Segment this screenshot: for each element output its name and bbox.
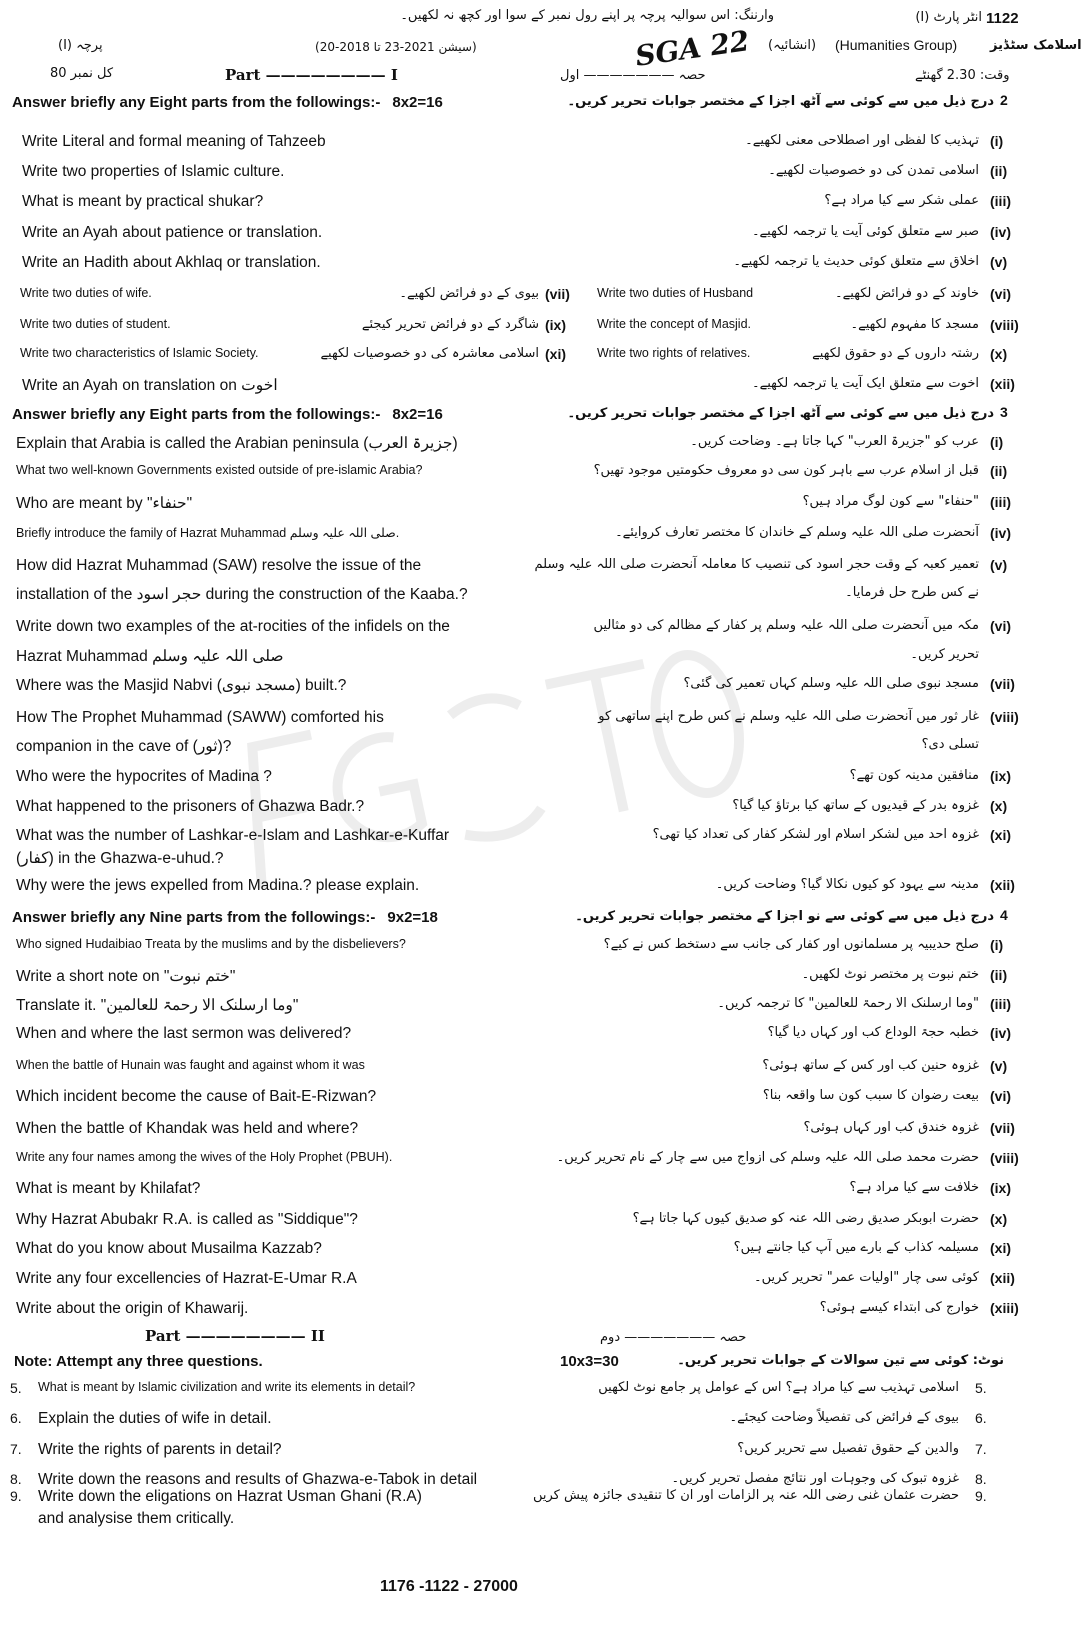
question-number: 3 (1000, 404, 1008, 420)
question-item-urdu: رشتہ داروں کے دو حقوق لکھیے (812, 346, 979, 361)
question-item-text: Write two characteristics of Islamic Society. (20, 346, 259, 360)
question-item-urdu: خوارج کی ابتداء کیسے ہوئی؟ (819, 1300, 979, 1315)
question-item-number: (ii) (990, 463, 1008, 479)
question-item-text: companion in the cave of (ثور)? (16, 738, 232, 755)
question-item-text: Translate it. "وما ارسلنک الا رحمۃ للعالمین" (16, 997, 299, 1014)
question-item-text: Briefly introduce the family of Hazrat Muhammad صلی اللہ علیہ وسلم. (16, 526, 400, 540)
question-item-text: (کفار) in the Ghazwa-e-uhud.? (16, 850, 224, 867)
question-heading-urdu: درج ذیل میں سے کوئی سے آٹھ اجزا کے مختصر جوابات تحریر کریں۔ (567, 406, 994, 421)
question-item-number: (ii) (990, 967, 1008, 983)
long-question-number: 5. (10, 1380, 22, 1396)
question-item-number: (iv) (990, 525, 1011, 541)
question-item-number: (x) (990, 1211, 1008, 1227)
question-item-urdu: مسیلمہ کذاب کے بارے میں آپ کیا جانتے ہیں؟ (733, 1240, 979, 1255)
question-item-number: (xii) (990, 376, 1015, 392)
question-marks: 8x2=16 (392, 94, 443, 111)
question-item-text: What happened to the prisoners of Ghazwa Badr.? (16, 798, 365, 815)
question-item-text: Why Hazrat Abubakr R.A. is called as "Siddique"? (16, 1211, 358, 1228)
question-item-number: (ix) (990, 768, 1011, 784)
long-question-text: What is meant by Islamic civilization and write its elements in detail? (38, 1380, 416, 1394)
question-item-urdu: قبل از اسلام عرب سے باہر کون سی دو معروف حکومتیں موجود تھیں؟ (593, 463, 979, 478)
question-item-urdu: اخلاق سے متعلق کوئی حدیث یا ترجمہ لکھیے۔ (733, 254, 979, 269)
long-question-text: Write down the reasons and results of Ghazwa-e-Tabok in detail (38, 1471, 478, 1488)
question-item-urdu: غزوہ بدر کے قیدیوں کے ساتھ کیا برتاؤ کیا گیا؟ (732, 798, 979, 813)
question-item-number: (xi) (990, 827, 1011, 843)
footer-code: 1176 -1122 - 27000 (380, 1578, 518, 1595)
question-item-number: (vii) (545, 286, 570, 302)
question-item-number: (iii) (990, 193, 1011, 209)
long-question-urdu: بیوی کے فرائض کی تفصیلاً وضاحت کیجئے۔ (729, 1410, 959, 1425)
question-item-number: (vii) (990, 1120, 1015, 1136)
question-item-number: (iii) (990, 996, 1011, 1012)
question-item-number: (viii) (990, 317, 1019, 333)
question-item-number: (x) (990, 346, 1008, 362)
part-one-label: Part ———————— I (225, 66, 398, 84)
question-item-urdu: خاوند کے دو فرائض لکھیے۔ (835, 286, 979, 301)
question-item-text: Who are meant by "حنفاء" (16, 495, 193, 512)
question-heading: Answer briefly any Eight parts from the followings:- (12, 94, 381, 111)
question-item-number: (xiii) (990, 1300, 1019, 1316)
question-item-text: Write two duties of student. (20, 317, 171, 331)
long-question-number: 6. (975, 1410, 987, 1426)
question-item-urdu: "وما ارسلنک الا رحمۃ للعالمین" کا ترجمہ کریں۔ (717, 996, 979, 1011)
question-item-urdu: عرب کو "جزیرۃ العرب" کہا جاتا ہے۔ وضاحت کریں۔ (690, 434, 979, 449)
question-item-number: (xii) (990, 1270, 1015, 1286)
question-item-urdu: مکہ میں آنحضرت صلی اللہ علیہ وسلم پر کفار کے مظالم کی دو مثالیں (593, 618, 979, 633)
handwritten-stamp: SGA 22 (633, 24, 752, 73)
long-question-text: Write down the eligations on Hazrat Usman Ghani (R.A) (38, 1488, 422, 1505)
question-item-urdu: عملی شکر سے کیا مراد ہے؟ (824, 193, 979, 208)
note-urdu: نوٹ: کوئی سے تین سوالات کے جوابات تحریر کریں۔ (677, 1353, 1004, 1368)
question-item-urdu: منافقین مدینہ کون تھے؟ (849, 768, 979, 783)
question-item-text: What was the number of Lashkar-e-Islam and Lashkar-e-Kuffar (16, 827, 450, 844)
time-label: وقت: 2.30 گھنٹے (915, 68, 1010, 83)
question-item-number: (ix) (990, 1180, 1011, 1196)
subject-title: اسلامک سٹڈیز (990, 38, 1082, 53)
long-question-number: 8. (975, 1471, 987, 1487)
question-heading-row (12, 909, 438, 926)
question-heading-urdu: درج ذیل میں سے کوئی سے نو اجزا کے مختصر جوابات تحریر کریں۔ (575, 909, 994, 924)
question-item-number: (ii) (990, 163, 1008, 179)
group-label: (Humanities Group) (835, 37, 958, 53)
question-item-urdu: "حنفاء" سے کون لوگ مراد ہیں؟ (802, 494, 979, 509)
question-item-urdu: غزوہ احد میں لشکر اسلام اور لشکر کفار کی تعداد کیا تھی؟ (652, 827, 979, 842)
note-text: Note: Attempt any three questions. (14, 1353, 263, 1370)
question-item-number: (i) (990, 434, 1004, 450)
question-item-urdu: آنحضرت صلی اللہ علیہ وسلم کے خاندان کا مختصر تعارف کروایئے۔ (615, 525, 979, 540)
question-item-urdu: صبر سے متعلق کوئی آیت یا ترجمہ لکھیے۔ (751, 224, 979, 239)
question-item-text: Write the concept of Masjid. (597, 317, 752, 331)
question-marks: 9x2=18 (387, 909, 438, 926)
question-item-urdu: تحریر کریں۔ (910, 647, 979, 662)
question-item-number: (iii) (990, 494, 1011, 510)
long-question-number: 9. (10, 1488, 22, 1504)
question-item-urdu: غزوہ حنین کب اور کس کے ساتھ ہوئی؟ (762, 1058, 979, 1073)
question-item-text: What is meant by Khilafat? (16, 1180, 201, 1197)
long-question-text: and analysise them critically. (38, 1510, 235, 1527)
question-item-number: (vi) (990, 1088, 1011, 1104)
question-item-text: What do you know about Musailma Kazzab? (16, 1240, 322, 1257)
question-item-number: (xi) (990, 1240, 1011, 1256)
question-item-urdu: اسلامی تمدن کی دو خصوصیات لکھیے۔ (768, 163, 979, 178)
question-heading-urdu: درج ذیل میں سے کوئی سے آٹھ اجزا کے مختصر جوابات تحریر کریں۔ (567, 94, 994, 109)
long-question-urdu: غزوہ تبوک کی وجوہات اور نتائج مفصل تحریر کریں۔ (671, 1471, 959, 1486)
session-label: (سیشن 2021-23 تا 2018-20) (315, 40, 477, 54)
question-item-number: (i) (990, 937, 1004, 953)
question-item-number: (v) (990, 254, 1008, 270)
question-item-text: How The Prophet Muhammad (SAWW) comforted his (16, 709, 384, 726)
question-item-text: Write an Ayah about patience or translation. (22, 224, 323, 241)
question-item-urdu: حضرت ابوبکر صدیق رضی اللہ عنہ کو صدیق کیوں کہا جاتا ہے؟ (632, 1211, 979, 1226)
long-question-text: Explain the duties of wife in detail. (38, 1410, 272, 1427)
question-item-number: (ix) (545, 317, 566, 333)
question-item-text: Why were the jews expelled from Madina.? please explain. (16, 877, 420, 894)
question-item-number: (v) (990, 557, 1008, 573)
question-item-text: Where was the Masjid Nabvi (مسجد نبوی) built.? (16, 677, 347, 694)
question-item-number: (iv) (990, 1025, 1011, 1041)
question-item-text: When the battle of Khandak was held and where? (16, 1120, 359, 1137)
question-heading-row (12, 94, 443, 111)
question-item-urdu: ختم نبوت پر مختصر نوٹ لکھیں۔ (801, 967, 979, 982)
question-item-number: (viii) (990, 1150, 1019, 1166)
question-item-number: (xi) (545, 346, 566, 362)
long-question-urdu: اسلامی تہذیب سے کیا مراد ہے؟ اس کے عوامل پر جامع نوٹ لکھیں (598, 1380, 959, 1395)
question-item-text: Write a short note on "ختم نبوت" (16, 968, 236, 985)
question-item-urdu: اخوت سے متعلق ایک آیت یا ترجمہ لکھیے۔ (751, 376, 979, 391)
long-question-number: 5. (975, 1380, 987, 1396)
question-number: 2 (1000, 92, 1008, 108)
question-item-text: Which incident become the cause of Bait-E-Rizwan? (16, 1088, 377, 1105)
question-item-text: Write down two examples of the at-rocities of the infidels on the (16, 618, 450, 635)
long-question-number: 9. (975, 1488, 987, 1504)
question-item-text: Explain that Arabia is called the Arabian peninsula (جزیرۃ العرب) (16, 435, 458, 452)
question-item-number: (xii) (990, 877, 1015, 893)
question-item-urdu: خطبہ حجۃ الوداع کب اور کہاں دیا گیا؟ (767, 1025, 979, 1040)
question-item-text: What two well-known Governments existed outside of pre-islamic Arabia? (16, 463, 423, 477)
question-item-number: (iv) (990, 224, 1011, 240)
long-question-number: 7. (975, 1441, 987, 1457)
question-item-number: (vi) (990, 286, 1011, 302)
question-item-text: Write any four excellencies of Hazrat-E-Umar R.A (16, 1270, 357, 1287)
question-item-urdu: اسلامی معاشرہ کی دو خصوصیات لکھیے (320, 346, 539, 361)
paper-code: 1122 (986, 10, 1019, 27)
question-heading: Answer briefly any Eight parts from the followings:- (12, 406, 381, 423)
paper-type: (انشائیہ) (768, 38, 817, 53)
question-item-number: (vii) (990, 676, 1015, 692)
question-item-urdu: مدینہ سے یہود کو کیوں نکالا گیا؟ وضاحت کریں۔ (715, 877, 979, 892)
question-item-text: Who signed Hudaibiao Treata by the muslims and by the disbelievers? (16, 937, 406, 951)
question-item-text: Write two properties of Islamic culture. (22, 163, 285, 180)
long-question-urdu: والدین کے حقوق تفصیل سے تحریر کریں؟ (737, 1441, 959, 1456)
question-item-text: When and where the last sermon was delivered? (16, 1025, 352, 1042)
question-item-urdu: غار ثور میں آنحضرت صلی اللہ علیہ وسلم نے کس طرح اپنے ساتھی کو (598, 709, 979, 724)
question-item-text: installation of the حجر اسود during the construction of the Kaaba.? (16, 586, 468, 603)
question-number: 4 (1000, 907, 1008, 923)
question-item-urdu: نے کس طرح حل فرمایا۔ (845, 585, 979, 600)
paper-number: پرچہ (I) (58, 38, 103, 53)
question-item-text: Write Literal and formal meaning of Tahzeeb (22, 133, 326, 150)
question-item-text: Write two duties of Husband (597, 286, 754, 300)
question-heading-row (12, 406, 443, 423)
question-item-text: Write an Hadith about Akhlaq or translation. (22, 254, 321, 271)
question-item-text: Write an Ayah on translation on اخوت (22, 377, 278, 394)
question-item-urdu: مسجد نبوی صلی اللہ علیہ وسلم کہاں تعمیر کی گئی؟ (683, 676, 979, 691)
question-item-urdu: بیعت رضوان کا سبب کون سا واقعہ بنا؟ (762, 1088, 979, 1103)
total-marks: کل نمبر 80 (50, 66, 114, 81)
question-item-text: What is meant by practical shukar? (22, 193, 264, 210)
question-item-text: Write about the origin of Khawarij. (16, 1300, 249, 1317)
part-two-section: حصہ ——————— دوم (600, 1330, 747, 1345)
question-item-text: Hazrat Muhammad صلی اللہ علیہ وسلم (16, 648, 284, 665)
part-label: انٹر پارٹ (I) (915, 10, 982, 25)
question-item-number: (i) (990, 133, 1004, 149)
long-question-number: 7. (10, 1441, 22, 1457)
question-item-urdu: تسلی دی؟ (921, 737, 979, 752)
question-item-urdu: تہذیب کا لفظی اور اصطلاحی معنی لکھیے۔ (745, 133, 979, 148)
question-item-text: Who were the hypocrites of Madina ? (16, 768, 272, 785)
question-item-urdu: کوئی سی چار "اولیات عمر" تحریر کریں۔ (754, 1270, 979, 1285)
question-item-text: When the battle of Hunain was faught and against whom it was (16, 1058, 365, 1072)
question-item-number: (x) (990, 798, 1008, 814)
question-item-urdu: شاگرد کے دو فرائض تحریر کیجئے (361, 317, 539, 332)
question-marks: 8x2=16 (392, 406, 443, 423)
question-item-urdu: غزوہ خندق کب اور کہاں ہوئی؟ (803, 1120, 979, 1135)
question-item-urdu: بیوی کے دو فرائض لکھیے۔ (399, 286, 539, 301)
question-heading: Answer briefly any Nine parts from the followings:- (12, 909, 376, 926)
question-item-text: How did Hazrat Muhammad (SAW) resolve the issue of the (16, 557, 422, 574)
question-item-text: Write two duties of wife. (20, 286, 152, 300)
section-label: حصہ ——————— اول (560, 68, 706, 83)
question-item-urdu: خلافت سے کیا مراد ہے؟ (849, 1180, 979, 1195)
question-item-number: (vi) (990, 618, 1011, 634)
question-item-urdu: تعمیر کعبہ کے وقت حجر اسود کی تنصیب کا معاملہ آنحضرت صلی اللہ علیہ وسلم (534, 557, 979, 572)
long-question-number: 8. (10, 1471, 22, 1487)
question-item-number: (v) (990, 1058, 1008, 1074)
long-question-text: Write the rights of parents in detail? (38, 1441, 282, 1458)
question-item-text: Write any four names among the wives of the Holy Prophet (PBUH). (16, 1150, 393, 1164)
part-two-marks: 10x3=30 (560, 1353, 619, 1370)
question-item-number: (viii) (990, 709, 1019, 725)
question-item-text: Write two rights of relatives. (597, 346, 751, 360)
question-item-urdu: حضرت محمد صلی اللہ علیہ وسلم کی ازواج میں سے چار کے نام تحریر کریں۔ (556, 1150, 979, 1165)
warning-text: وارننگ: اس سوالیہ پرچہ پر اپنے رول نمبر کے سوا اور کچھ نہ لکھیں۔ (400, 8, 774, 23)
question-item-urdu: مسجد کا مفہوم لکھیے۔ (850, 317, 979, 332)
long-question-urdu: حضرت عثمان غنی رضی اللہ عنہ پر الزامات اور ان کا تنقیدی جائزہ پیش کریں (533, 1488, 959, 1503)
question-item-urdu: صلح حدیبیہ پر مسلمانوں اور کفار کی جانب سے دستخط کس نے کیے؟ (603, 937, 979, 952)
long-question-number: 6. (10, 1410, 22, 1426)
part-two-label: Part ———————— II (145, 1327, 325, 1345)
